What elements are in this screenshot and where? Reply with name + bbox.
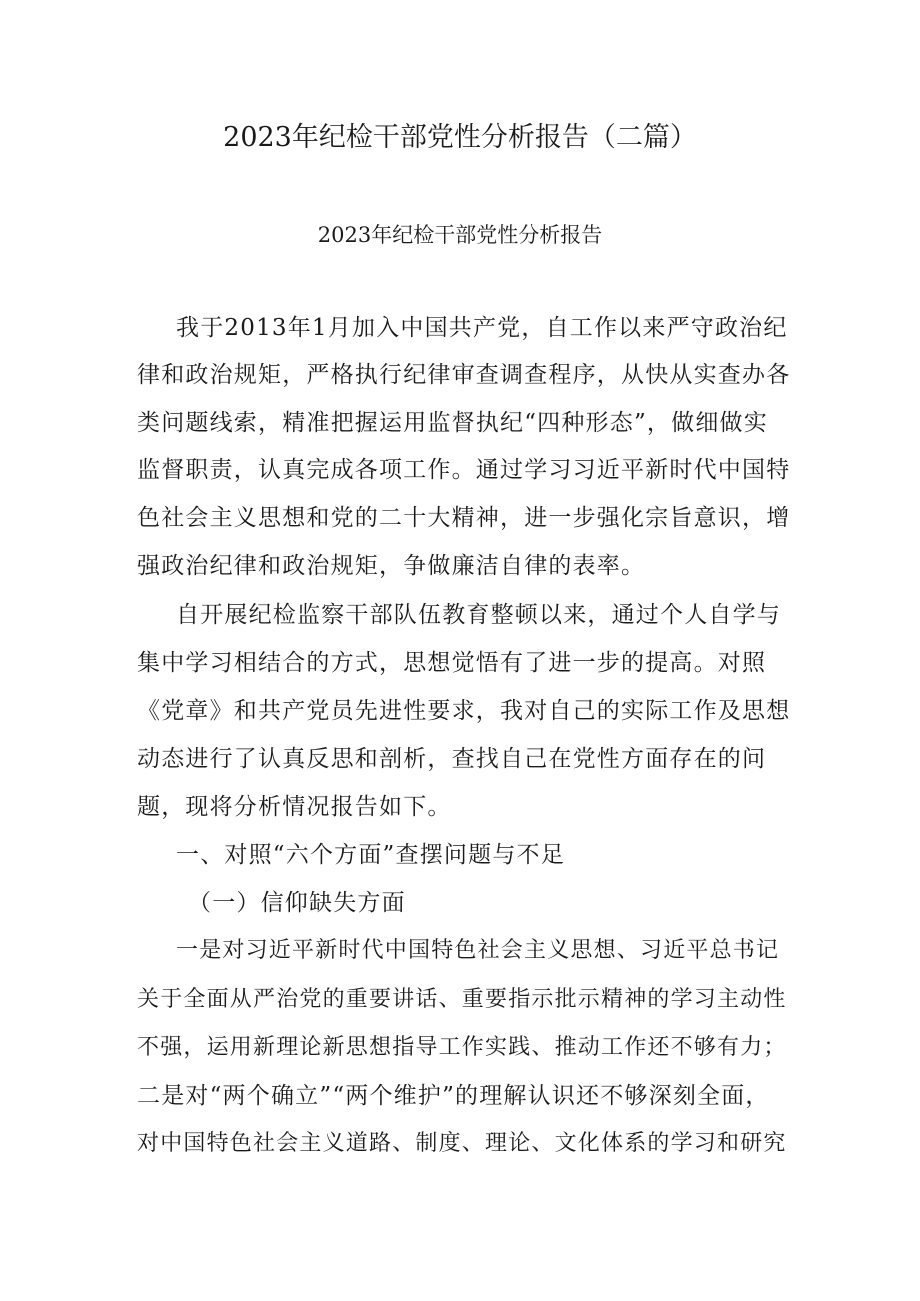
- paragraph-1-line-1: 我于2013年1月加入中国共产党，自工作以来严守政治纪: [176, 315, 788, 341]
- section-heading-1: 一、对照“六个方面”查摆问题与不足: [176, 842, 565, 868]
- document-subtitle: 2023年纪检干部党性分析报告: [317, 223, 603, 247]
- paragraph-1-line-6: 强政治纪律和政治规矩，争做廉洁自律的表率。: [137, 553, 646, 579]
- paragraph-2-line-3: 《党章》和共产党员先进性要求，我对自己的实际工作及思想: [137, 698, 791, 724]
- paragraph-2-line-1: 自开展纪检监察干部队伍教育整顿以来，通过个人自学与: [176, 602, 781, 628]
- paragraph-3-line-5: 对中国特色社会主义道路、制度、理论、文化体系的学习和研究: [137, 1131, 787, 1156]
- subsection-heading-1: （一）信仰缺失方面: [188, 890, 406, 916]
- paragraph-3-line-4: 二是对“两个确立”“两个维护”的理解认识还不够深刻全面，: [137, 1083, 770, 1109]
- paragraph-1-line-2: 律和政治规矩，严格执行纪律审查调查程序，从快从实查办各: [137, 362, 791, 388]
- paragraph-3-line-2: 关于全面从严治党的重要讲话、重要指示批示精神的学习主动性: [137, 987, 787, 1012]
- paragraph-2-line-2: 集中学习相结合的方式，思想觉悟有了进一步的提高。对照: [137, 650, 767, 676]
- paragraph-1-line-5: 色社会主义思想和党的二十大精神，进一步强化宗旨意识，增: [137, 505, 791, 531]
- paragraph-1-line-3: 类问题线索，精准把握运用监督执纪“四种形态”，做细做实: [137, 410, 768, 436]
- paragraph-3-line-3: 不强，运用新理论新思想指导工作实践、推动工作还不够有力；: [137, 1035, 787, 1060]
- paragraph-1-line-4: 监督职责，认真完成各项工作。通过学习习近平新时代中国特: [137, 457, 791, 483]
- paragraph-2-line-4: 动态进行了认真反思和剖析，查找自己在党性方面存在的问: [137, 746, 767, 772]
- document-title: 2023年纪检干部党性分析报告（二篇）: [223, 122, 697, 153]
- paragraph-3-line-1: 一是对习近平新时代中国特色社会主义思想、习近平总书记: [176, 938, 780, 963]
- paragraph-2-line-5: 题，现将分析情况报告如下。: [137, 794, 452, 820]
